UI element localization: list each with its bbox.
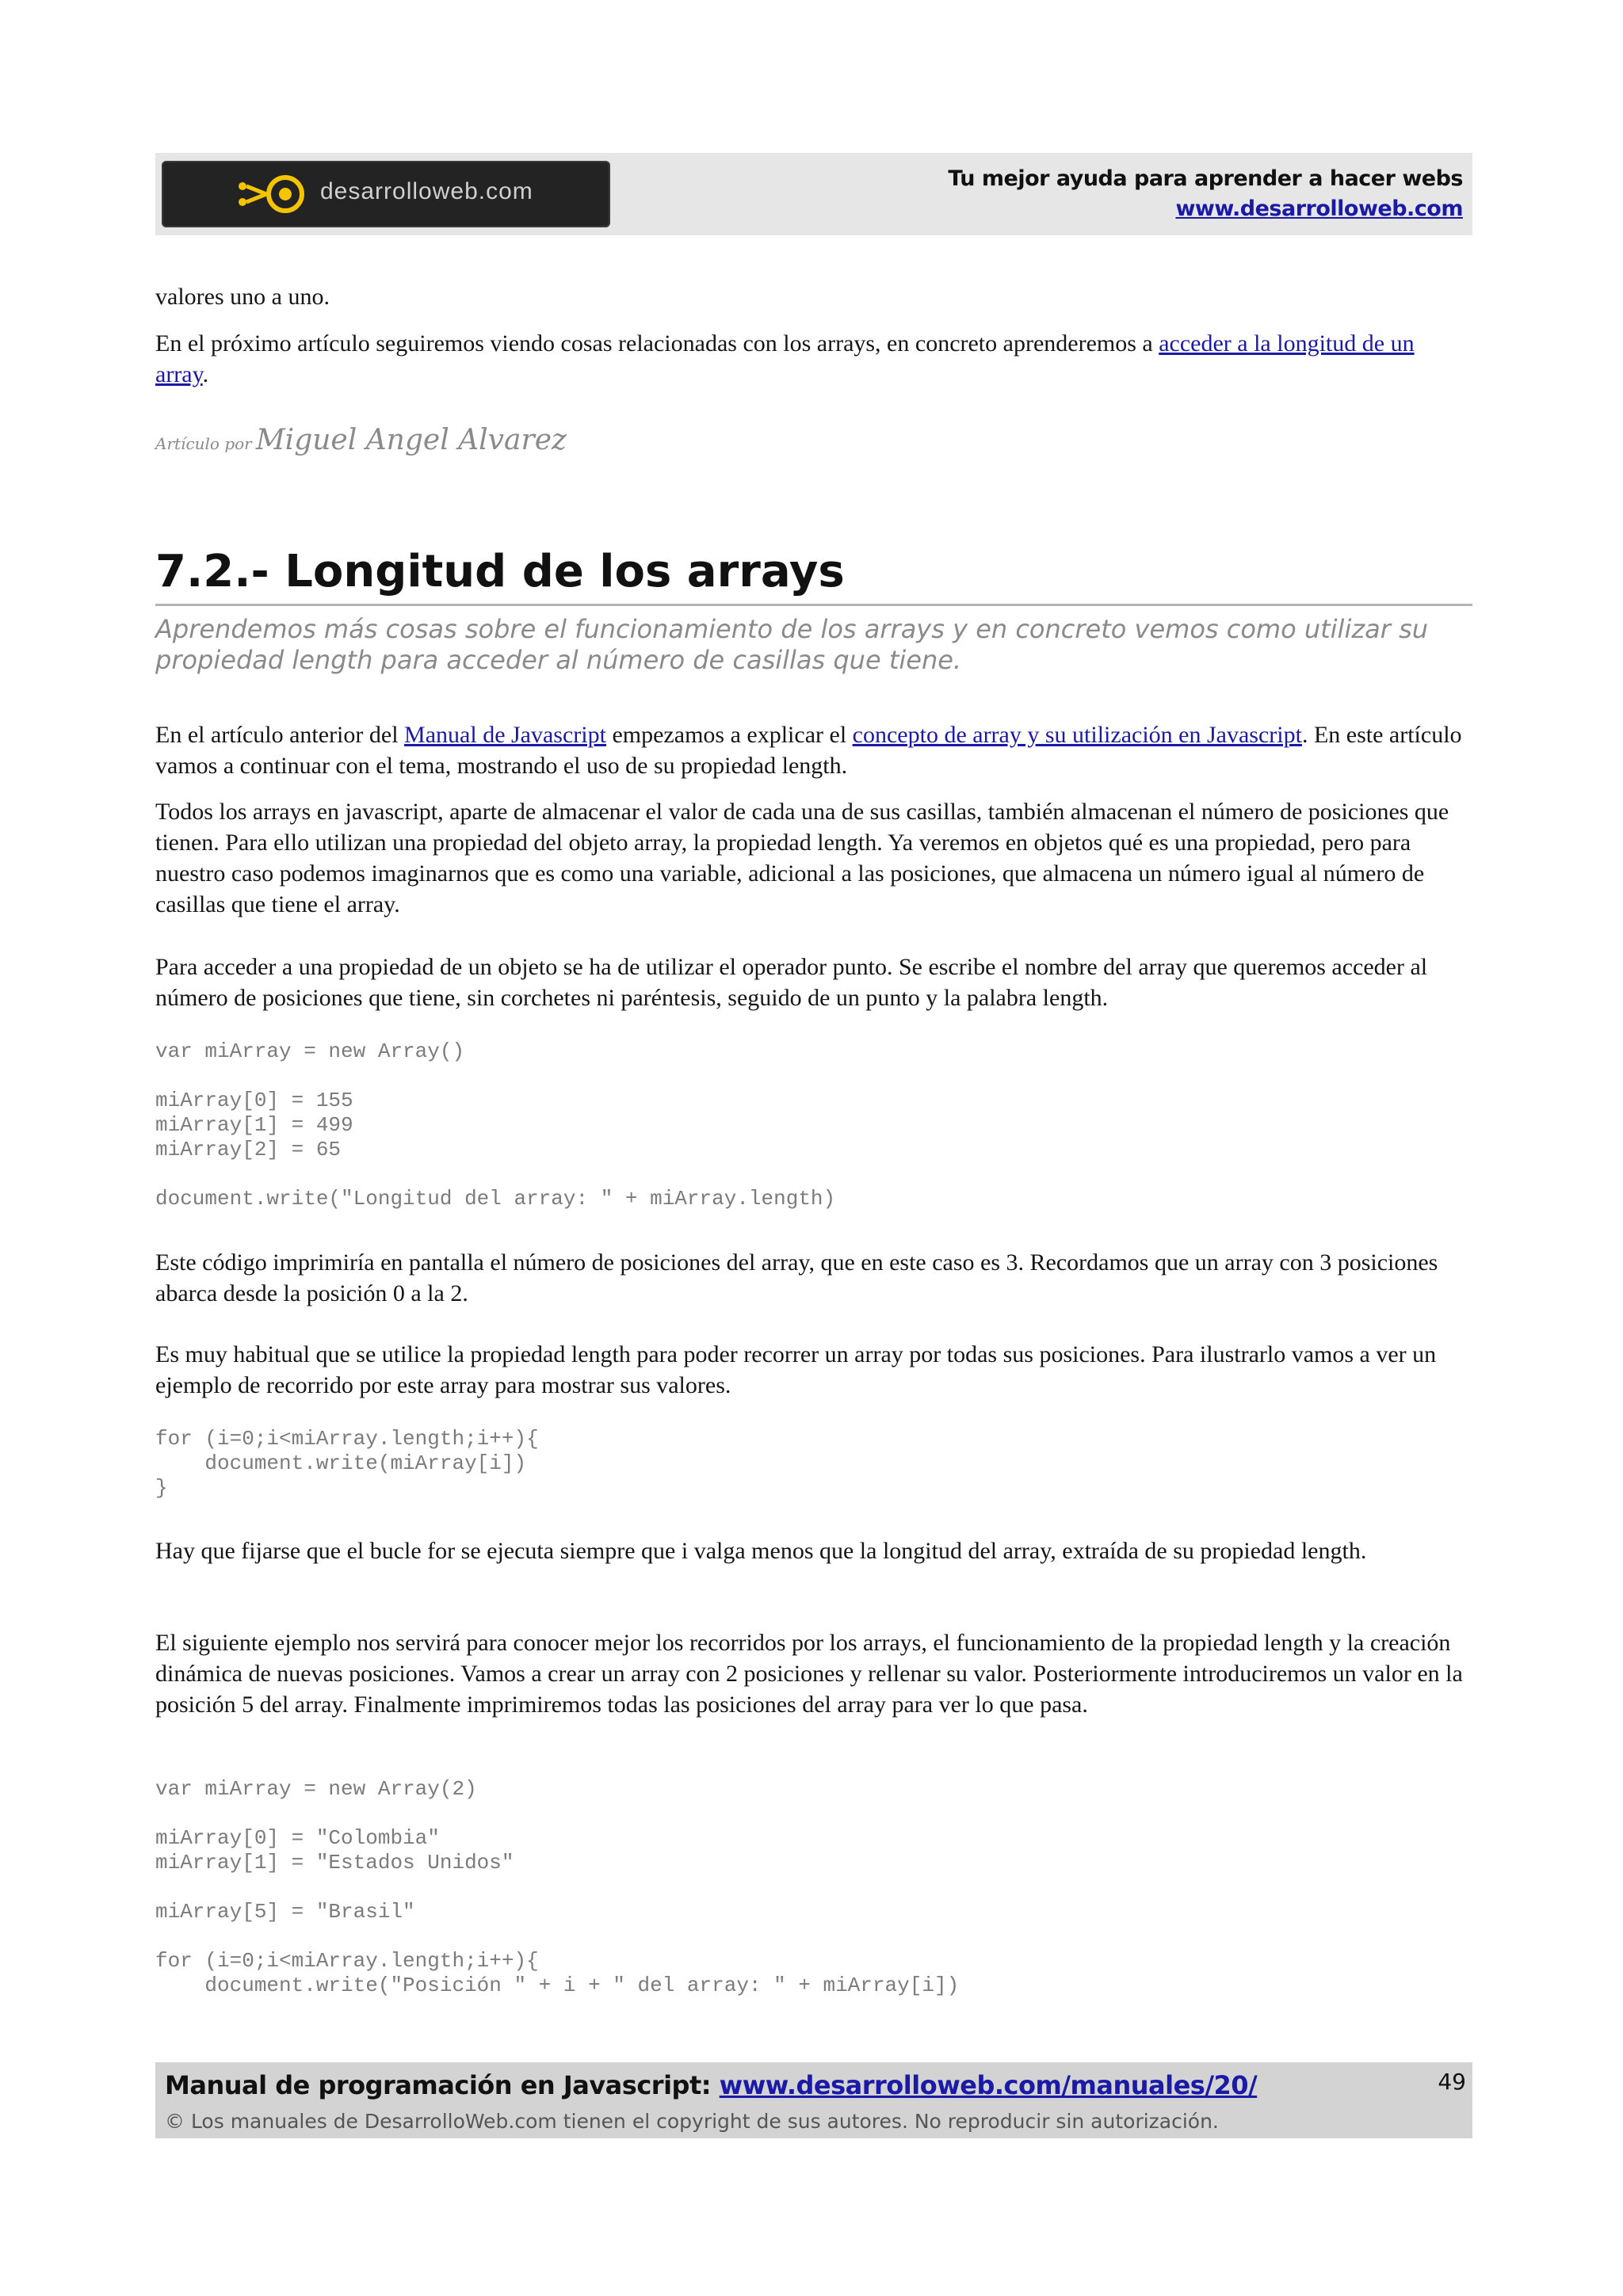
paragraph (155, 719, 1472, 781)
paragraph-text: . En este artículo vamos a continuar con el tema, mostrando el uso de su propiedad length. (155, 722, 1462, 779)
site-logo[interactable] (162, 161, 610, 227)
article-link-longitud[interactable]: acceder a la longitud de un array (155, 330, 1415, 387)
code-block: var miArray = new Array() miArray[0] = 155 miArray[1] = 499 miArray[2] = 65 document.write("Longitud del array: " + miArray.length) (155, 1039, 836, 1211)
logo-text: desarrolloweb.com (320, 178, 533, 204)
logo-emblem-icon (233, 174, 320, 215)
page-number: 49 (1438, 2069, 1466, 2095)
author-byline (155, 424, 567, 456)
paragraph-text: En el artículo anterior del (155, 722, 405, 748)
paragraph-text: En el próximo artículo seguiremos viendo cosas relacionadas con los arrays, en concreto aprenderemos a (155, 330, 1159, 357)
paragraph (155, 328, 1472, 390)
site-link[interactable]: www.desarrolloweb.com (1175, 196, 1463, 221)
manual-javascript-link[interactable]: Manual de Javascript (404, 722, 606, 748)
copyright-notice: © Los manuales de DesarrolloWeb.com tienen el copyright de sus autores. No reproducir sin autorización. (165, 2110, 1219, 2133)
paragraph: Es muy habitual que se utilice la propiedad length para poder recorrer un array por todas sus posiciones. Para ilustrarlo vamos a ver un ejemplo de recorrido por este array para mostrar sus valores. (155, 1341, 1437, 1398)
paragraph-text: . (202, 361, 209, 387)
section-subtitle: Aprendemos más cosas sobre el funcionamiento de los arrays y en concreto vemos como utilizar su propiedad length para acceder al número de casillas que tiene. (155, 614, 1429, 675)
footer-title-text: Manual de programación en Javascript: (165, 2070, 720, 2100)
paragraph: Hay que fijarse que el bucle for se ejecuta siempre que i valga menos que la longitud del array, extraída de su propiedad length. (155, 1538, 1367, 1564)
author-name: Miguel Angel Alvarez (255, 424, 567, 456)
code-block: var miArray = new Array(2) miArray[0] = "Colombia" miArray[1] = "Estados Unidos" miArray[5] = "Brasil" for (i=0;i<miArray.length;i++){ document.write("Posición " + i + " del array: " + miArray[i]) (155, 1777, 960, 1997)
footer-title (165, 2070, 1257, 2100)
array-concept-link[interactable]: concepto de array y su utilización en Javascript (852, 722, 1302, 748)
code-block: for (i=0;i<miArray.length;i++){ document.write(miArray[i]) } (155, 1427, 539, 1500)
tagline-text: Tu mejor ayuda para aprender a hacer webs (948, 166, 1463, 191)
paragraph: Todos los arrays en javascript, aparte de almacenar el valor de cada una de sus casillas, también almacenan el número de posiciones que tienen. Para ello utilizan una propiedad del objeto array, la propiedad length. Ya veremos en objetos qué es una propiedad, pero para nuestro caso podemos imaginarnos que es como una variable, adicional a las posiciones, que almacena un número igual al número de casillas que tiene el array. (155, 799, 1449, 917)
paragraph: Para acceder a una propiedad de un objeto se ha de utilizar el operador punto. Se escribe el nombre del array que queremos acceder al número de posiciones que tiene, sin corchetes ni paréntesis, seguido de un punto y la palabra length. (155, 954, 1428, 1011)
page-footer (155, 2062, 1472, 2138)
manual-url-link[interactable]: www.desarrolloweb.com/manuales/20/ (719, 2070, 1258, 2100)
paragraph: El siguiente ejemplo nos servirá para conocer mejor los recorridos por los arrays, el funcionamiento de la propiedad length y la creación dinámica de nuevas posiciones. Vamos a crear un array con 2 posiciones y rellenar su valor. Posteriormente introduciremos un valor en la posición 5 del array. Finalmente imprimiremos todas las posiciones del array para ver lo que pasa. (155, 1630, 1463, 1718)
paragraph: valores uno a uno. (155, 284, 330, 310)
paragraph-text: empezamos a explicar el (605, 722, 853, 748)
paragraph: Este código imprimiría en pantalla el número de posiciones del array, que en este caso es 3. Recordamos que un array con 3 posiciones abarca desde la posición 0 a la 2. (155, 1249, 1438, 1306)
header-tagline (948, 164, 1463, 224)
section-title: 7.2.- Longitud de los arrays (155, 545, 1472, 606)
page-header (155, 153, 1472, 235)
byline-prefix: Artículo por (155, 434, 252, 453)
